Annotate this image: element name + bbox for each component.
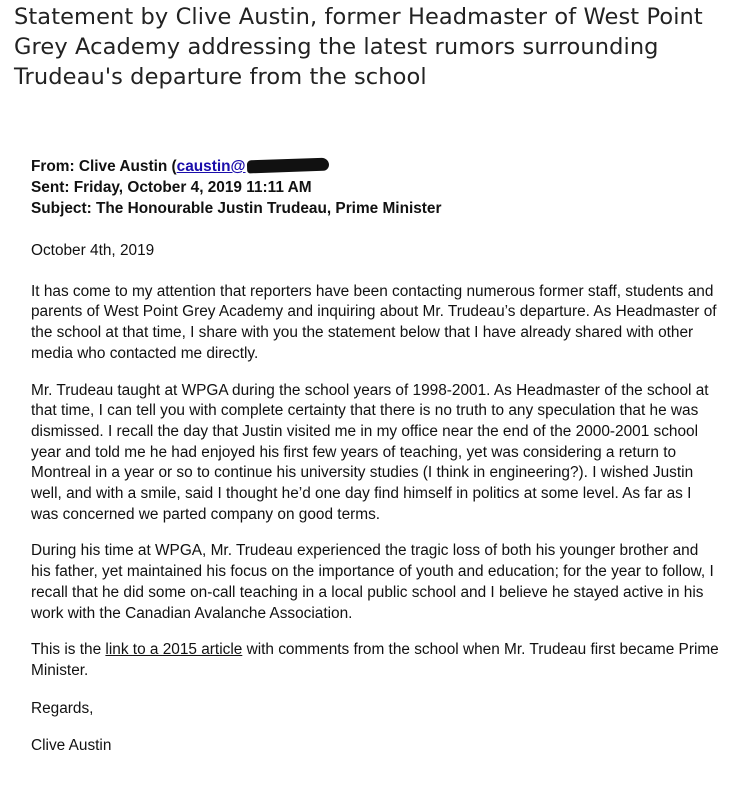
- paragraph-3: During his time at WPGA, Mr. Trudeau experienced the tragic loss of both his younger brother and his father, yet maintained his focus on the importance of youth and education; for the year to follow, I recall that he did some on-call teaching in a local public school and I believe he stayed active in his work with the Canadian Avalanche Association.: [31, 542, 714, 622]
- paragraph-4: [31, 640, 721, 681]
- paragraph-4-suffix: with comments from the school when Mr. Trudeau first became Prime Minister.: [31, 641, 719, 679]
- letter-date: October 4th, 2019: [31, 242, 155, 259]
- from-label: From: Clive Austin (: [31, 158, 177, 175]
- sender-email-link[interactable]: caustin@: [176, 158, 246, 175]
- email-screenshot: [31, 156, 721, 757]
- signature: Clive Austin: [31, 737, 112, 755]
- email-subject-line: Subject: The Honourable Justin Trudeau, Prime Minister: [31, 200, 442, 217]
- article-link[interactable]: link to a 2015 article: [105, 641, 243, 659]
- paragraph-4-prefix: This is the: [31, 641, 106, 659]
- redaction-mark: [246, 158, 328, 174]
- post-title: Statement by Clive Austin, former Headmaster of West Point Grey Academy addressing the latest rumors surrounding Trudeau's departure from the school: [14, 4, 703, 90]
- paragraph-1: It has come to my attention that reporters have been contacting numerous former staff, students and parents of West Point Grey Academy and inquiring about Mr. Trudeau’s departure. As Headmaster of the school at that time, I share with you the statement below that I have already shared with other media who contacted me directly.: [31, 282, 717, 362]
- email-from-line: [31, 156, 721, 177]
- paragraph-2: Mr. Trudeau taught at WPGA during the school years of 1998-2001. As Headmaster of the school at that time, I can tell you with complete certainty that there is no truth to any speculation that he was dismissed. I recall the day that Justin visited me in my office near the end of the 2000-2001 school year and told me he had enjoyed his first few years of teaching, yet was considering a return to Montreal in a year or so to continue his university studies (I think in engineering?). I wished Justin well, and with a smile, said I thought he’d one day find himself in politics at some level. As far as I was concerned we parted company on good terms.: [31, 381, 709, 523]
- email-sent-line: Sent: Friday, October 4, 2019 11:11 AM: [31, 179, 312, 196]
- closing: Regards,: [31, 699, 94, 717]
